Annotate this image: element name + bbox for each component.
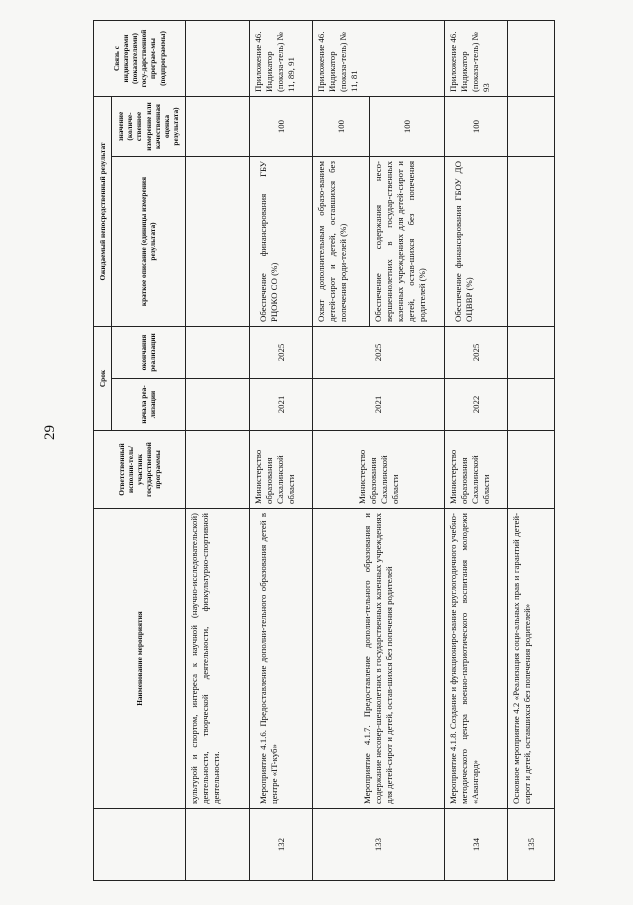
- row-start: 2021: [312, 379, 445, 431]
- row-link: Приложение 46. Индикатор (показа-тель) № 93: [445, 21, 508, 97]
- row-desc: [185, 157, 250, 327]
- header-exp-desc: краткое описание (единицы измерения результата): [111, 157, 185, 327]
- row-desc: Обеспечение финансирования ГБОУ ДО ОЦВВР (%): [445, 157, 508, 327]
- row-value: 100: [250, 97, 313, 157]
- row-num: 132: [250, 809, 313, 881]
- header-exp-value: значение (количе-ственное измерение или качественная оценка результата): [111, 97, 185, 157]
- row-name: Основное мероприятие 4.2 «Реализация соци-альных прав и гарантий детей-сирот и детей, оставшихся без попечения родителей»: [508, 509, 555, 809]
- row-num: [185, 809, 250, 881]
- row-responsible: [185, 431, 250, 509]
- row-value: [508, 97, 555, 157]
- row-start: 2021: [250, 379, 313, 431]
- table-row: [508, 21, 555, 881]
- row-link: [185, 21, 250, 97]
- row-num: 134: [445, 809, 508, 881]
- row-link: Приложение 46. Индикатор (показа-тель) № 11, 81: [312, 21, 445, 97]
- header-term-start: начала реа-лизации: [111, 379, 185, 431]
- row-end: 2025: [250, 327, 313, 379]
- table-row: [312, 21, 369, 881]
- row-start: [185, 379, 250, 431]
- page-number: 29: [42, 425, 58, 440]
- row-responsible: Министерство образования Сахалинской области: [250, 431, 313, 509]
- row-num: 135: [508, 809, 555, 881]
- header-expected: Ожидаемый непосредственный результат: [94, 97, 112, 327]
- row-responsible: Министерство образования Сахалинской области: [445, 431, 508, 509]
- row-name: Мероприятие 4.1.6. Предоставление дополни-тельного образования детей в центре «IT-куб»: [250, 509, 313, 809]
- row-link: [508, 21, 555, 97]
- row-end: [185, 327, 250, 379]
- row-desc: Обеспечение финансирования ГБУ РЦОКО СО (%): [250, 157, 313, 327]
- row-value: [185, 97, 250, 157]
- table-row: [250, 21, 313, 881]
- row-start: [508, 379, 555, 431]
- table-row: [185, 21, 250, 881]
- row-end: 2025: [312, 327, 445, 379]
- header-term: Срок: [94, 327, 112, 431]
- row-end: 2025: [445, 327, 508, 379]
- rotated-table-wrapper: [93, 21, 555, 881]
- header-term-end: окончания реализации: [111, 327, 185, 379]
- row-name: Мероприятие 4.1.8. Создание и функциониро-вание круглогодичного учебно-методического центра военно-патриотического воспитания молодежи «Авангард»: [445, 509, 508, 809]
- row-start: 2022: [445, 379, 508, 431]
- row-name: Мероприятие 4.1.7. Предоставление дополни-тельного образования и содержание несовер-шеннолетних в государственных казенных учреждениях для детей-сирот и детей, остав-шихся без попечения родителей: [312, 509, 445, 809]
- row-responsible: Министерство образования Сахалинской области: [312, 431, 445, 509]
- row-desc: Охват дополнительным образо-ванием детей-сирот и детей, оставшихся без попечения роди-телей (%): [312, 157, 369, 327]
- program-table: [93, 20, 555, 881]
- row-responsible: [508, 431, 555, 509]
- header-responsible: Ответственный исполни-тель/участник государственной программы: [94, 431, 186, 509]
- row-desc-2: Обеспечение содержания несо-вершеннолетних в государ-ственных казенных учреждениях для детей-сирот и детей, остав-шихся без попечения родителей (%): [370, 157, 445, 327]
- row-name: культурой и спортом, интереса к научной (научно-исследовательской) деятельности, творческой деятельности, физкультурно-спортивной деятельности.: [185, 509, 250, 809]
- row-value-2: 100: [370, 97, 445, 157]
- row-desc: [508, 157, 555, 327]
- header-name: Наименование мероприятия: [94, 509, 186, 809]
- row-end: [508, 327, 555, 379]
- header-link: Связь с индикаторами (показателями) госу-дарственной програм-мы (подпрограммы): [94, 21, 186, 97]
- table-row: [445, 21, 508, 881]
- row-num: 133: [312, 809, 445, 881]
- header-num: [94, 809, 186, 881]
- row-value: 100: [312, 97, 369, 157]
- row-link: Приложение 46. Индикатор (показа-тель) № 11, 89, 91: [250, 21, 313, 97]
- row-value: 100: [445, 97, 508, 157]
